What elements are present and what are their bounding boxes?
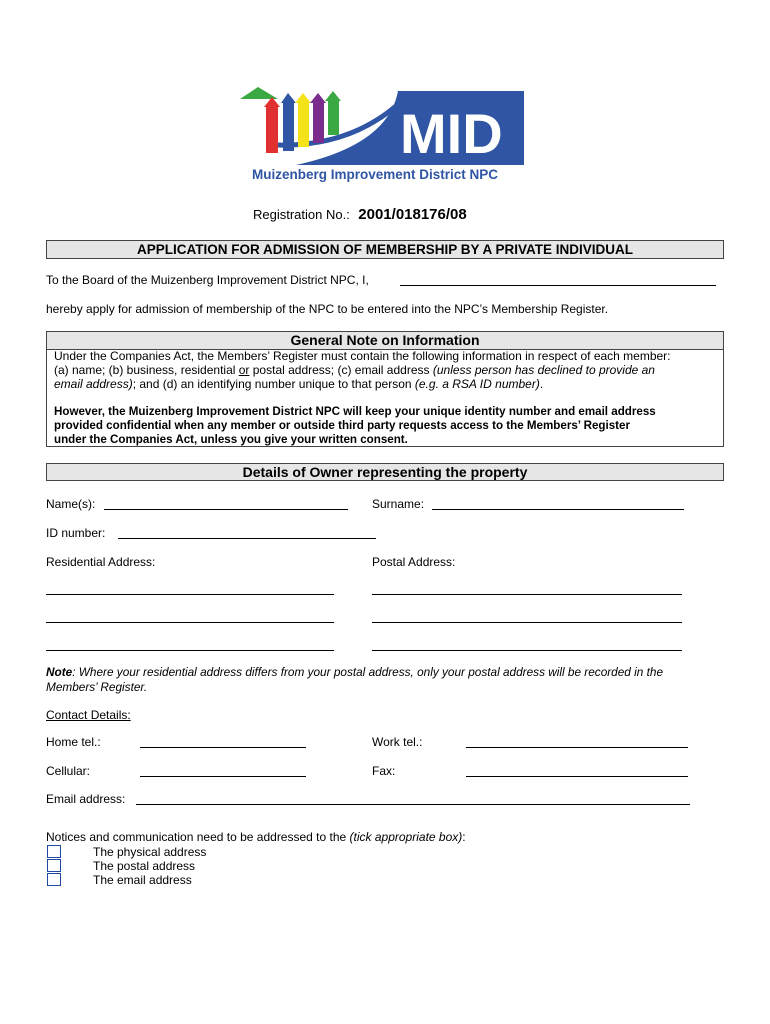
address-note-label: Note	[46, 665, 73, 679]
notices-label	[46, 830, 466, 844]
notices-text: Notices and communication need to be addressed to the	[46, 830, 350, 844]
postal-address-option: The postal address	[93, 859, 196, 873]
note-text: (a) name; (b) business, residential	[54, 363, 239, 377]
note-para1-line3	[54, 377, 543, 391]
intro-line-1: To the Board of the Muizenberg Improvement District NPC, I,	[46, 273, 369, 287]
general-note-heading	[47, 332, 723, 350]
note-italic: email address)	[54, 377, 133, 391]
registration-label: Registration No.:	[253, 207, 350, 222]
residential-address-label: Residential Address:	[46, 555, 156, 569]
physical-address-checkbox[interactable]	[47, 845, 61, 858]
note-text: ; and (d) an identifying number unique to that person	[132, 377, 415, 391]
postal-address-label: Postal Address:	[372, 555, 456, 569]
names-label: Name(s):	[46, 497, 96, 511]
home-tel-field[interactable]	[140, 747, 306, 748]
applicant-name-field[interactable]	[400, 285, 716, 286]
work-tel-field[interactable]	[466, 747, 688, 748]
note-italic: (unless person has declined to provide an	[432, 363, 655, 377]
notices-text: :	[462, 830, 466, 844]
id-number-label: ID number:	[46, 526, 106, 540]
fax-field[interactable]	[466, 776, 688, 777]
email-address-label: Email address:	[46, 792, 126, 806]
postal-address-checkbox[interactable]	[47, 859, 61, 872]
contact-details-label: Contact Details:	[46, 708, 131, 722]
logo-wordmark: MID	[400, 102, 503, 165]
email-address-checkbox[interactable]	[47, 873, 61, 886]
registration-number: 2001/018176/08	[358, 206, 467, 223]
note-para1-line2	[54, 363, 655, 377]
surname-label: Surname:	[372, 497, 425, 511]
general-note-heading-text: General Note on Information	[290, 332, 480, 348]
application-title	[46, 240, 724, 259]
physical-address-option: The physical address	[93, 845, 207, 859]
id-number-field[interactable]	[118, 538, 376, 539]
cellular-label: Cellular:	[46, 764, 91, 778]
application-title-text: APPLICATION FOR ADMISSION OF MEMBERSHIP BY A PRIVATE INDIVIDUAL	[136, 242, 634, 257]
postal-address-line-1[interactable]	[372, 594, 682, 595]
residential-address-line-3[interactable]	[46, 650, 334, 651]
cellular-field[interactable]	[140, 776, 306, 777]
residential-address-line-2[interactable]	[46, 622, 334, 623]
note-or: or	[238, 363, 250, 377]
address-note-text: : Where your residential address differs from your postal address, only your postal address will be recorded in the	[72, 665, 664, 679]
address-note-line-2: Members’ Register.	[46, 680, 148, 694]
note-para1-line1: Under the Companies Act, the Members’ Register must contain the following information in respect of each member:	[54, 349, 671, 363]
postal-address-line-3[interactable]	[372, 650, 682, 651]
note-italic: (e.g. a RSA ID number)	[414, 377, 540, 391]
note-para2-line1: However, the Muizenberg Improvement District NPC will keep your unique identity number and email address	[54, 405, 656, 418]
work-tel-label: Work tel.:	[372, 735, 423, 749]
surname-field[interactable]	[432, 509, 684, 510]
notices-italic: (tick appropriate box)	[349, 830, 463, 844]
owner-heading-text: Details of Owner representing the property	[242, 464, 528, 480]
registration-line	[253, 206, 467, 224]
mid-logo	[238, 85, 528, 185]
note-text: postal address; (c) email address	[249, 363, 433, 377]
address-note	[46, 665, 663, 679]
names-field[interactable]	[104, 509, 348, 510]
owner-heading	[46, 463, 724, 481]
note-text: .	[539, 377, 544, 391]
email-address-field[interactable]	[136, 804, 690, 805]
fax-label: Fax:	[372, 764, 396, 778]
postal-address-line-2[interactable]	[372, 622, 682, 623]
intro-line-2: hereby apply for admission of membership of the NPC to be entered into the NPC’s Membership Register.	[46, 302, 609, 316]
residential-address-line-1[interactable]	[46, 594, 334, 595]
logo-subtitle: Muizenberg Improvement District NPC	[252, 167, 499, 182]
email-address-option: The email address	[93, 873, 192, 887]
note-para2-line3: under the Companies Act, unless you give your written consent.	[54, 433, 408, 446]
note-para2-line2: provided confidential when any member or outside third party requests access to the Members’ Register	[54, 419, 630, 432]
home-tel-label: Home tel.:	[46, 735, 101, 749]
